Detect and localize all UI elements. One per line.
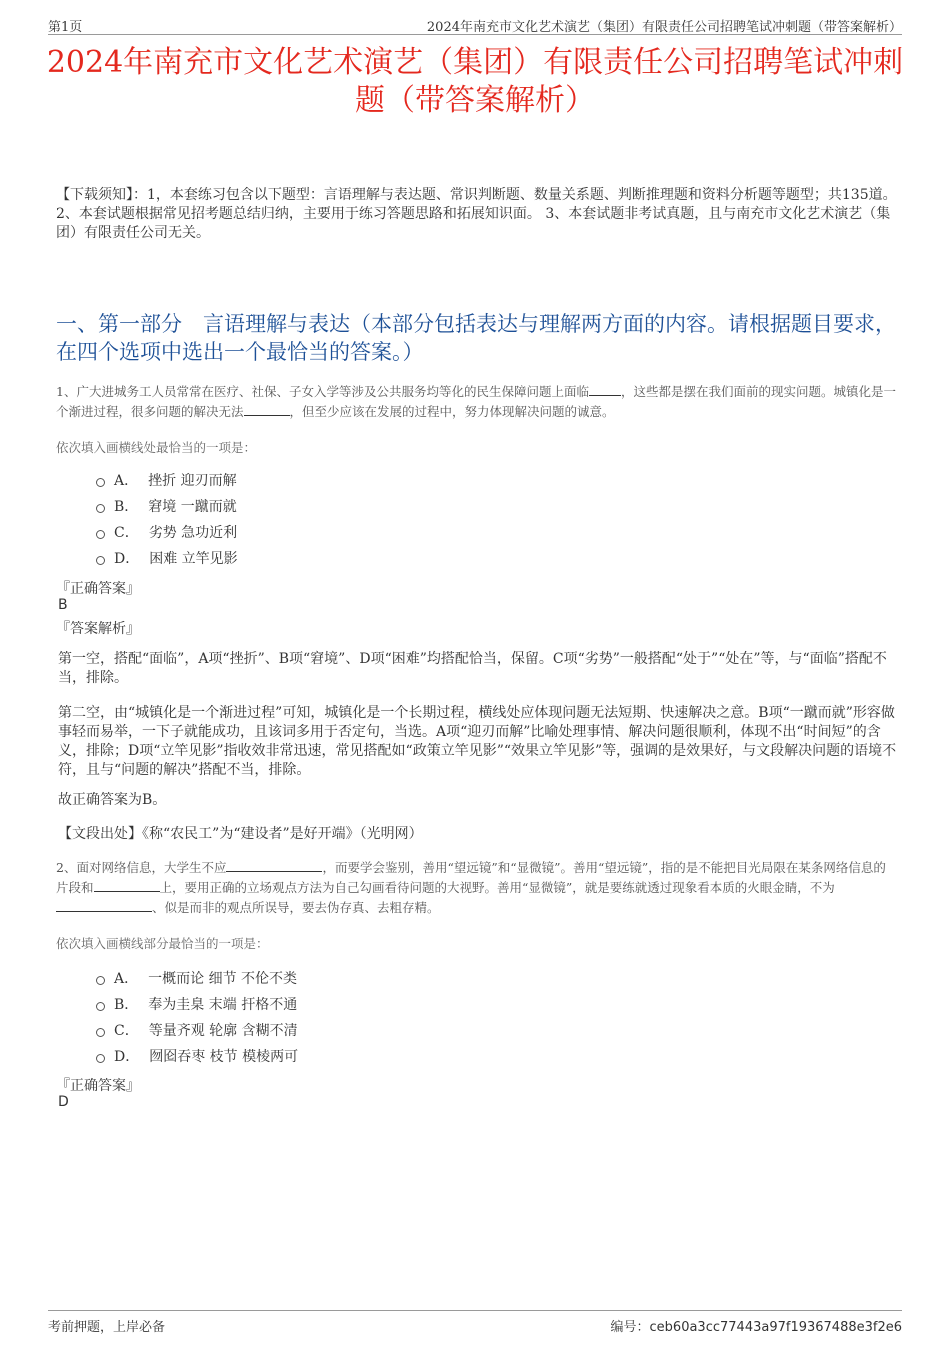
option-c[interactable]: C． 等量齐观 轮廓 含糊不清 <box>96 1017 298 1043</box>
page-title: 2024年南充市文化艺术演艺（集团）有限责任公司招聘笔试冲刺题（带答案解析） <box>46 45 904 118</box>
question-2-prompt: 依次填入画横线部分最恰当的一项是： <box>56 936 269 951</box>
option-d[interactable]: D． 囫囵吞枣 枝节 模棱两可 <box>96 1043 298 1069</box>
answer-label: 『正确答案』 <box>56 1078 140 1094</box>
fill-blank <box>56 899 152 912</box>
option-a[interactable]: A． 一概而论 细节 不伦不类 <box>96 965 298 991</box>
question-1-text: 1、广大进城务工人员常常在医疗、社保、子女入学等涉及公共服务均等化的民生保障问题上面临 ，这些都是摆在我们面前的现实问题。城镇化是一个渐进过程，很多问题的解决无法 ，但至少应该在发展的过程中，努力体现解决问题的诚意。 <box>56 384 896 419</box>
radio-icon[interactable] <box>96 976 105 985</box>
option-b[interactable]: B． 窘境 一蹴而就 <box>96 493 238 519</box>
question-2-options <box>96 965 298 1069</box>
radio-icon[interactable] <box>96 556 105 565</box>
analysis-conclusion: 故正确答案为B。 <box>58 792 167 808</box>
option-c[interactable]: C． 劣势 急功近利 <box>96 519 238 545</box>
page-footer <box>48 1310 902 1335</box>
fill-blank <box>94 879 160 892</box>
radio-icon[interactable] <box>96 1054 105 1063</box>
option-a[interactable]: A． 挫折 迎刃而解 <box>96 467 238 493</box>
download-notice: 【下载须知】：1，本套练习包含以下题型：言语理解与表达题、常识判断题、数量关系题、判断推理题和资料分析题等题型；共135道。 2、本套试题根据常见招考题总结归纳，主要用于练习答题思路和拓展知识面。 3、本套试题非考试真题，且与南充市文化艺术演艺（集团）有限责任公司无关。 <box>56 187 897 241</box>
answer-label: 『正确答案』 <box>56 581 140 597</box>
analysis-paragraph-1: 第一空，搭配“面临”，A项“挫折”、B项“窘境”、D项“困难”均搭配恰当，保留。C项“劣势”一般搭配“处于”“处在”等，与“面临”搭配不当，排除。 <box>58 651 887 686</box>
header-doc-title: 2024年南充市文化艺术演艺（集团）有限责任公司招聘笔试冲刺题（带答案解析） <box>426 20 902 35</box>
radio-icon[interactable] <box>96 530 105 539</box>
fill-blank <box>226 859 322 872</box>
text-source: 【文段出处】《称“农民工”为“建设者”是好开端》（光明网） <box>58 826 423 842</box>
section-heading: 一、第一部分 言语理解与表达（本部分包括表达与理解两方面的内容。请根据题目要求，在四个选项中选出一个最恰当的答案。） <box>56 312 896 364</box>
radio-icon[interactable] <box>96 1002 105 1011</box>
option-d[interactable]: D． 困难 立竿见影 <box>96 545 238 571</box>
radio-icon[interactable] <box>96 1028 105 1037</box>
answer-value: B <box>58 597 68 613</box>
question-1-prompt: 依次填入画横线处最恰当的一项是： <box>56 440 257 455</box>
fill-blank <box>244 403 290 416</box>
footer-slogan: 考前押题，上岸必备 <box>48 1320 166 1335</box>
radio-icon[interactable] <box>96 504 105 513</box>
option-b[interactable]: B． 奉为圭臬 末端 扞格不通 <box>96 991 298 1017</box>
fill-blank <box>589 383 621 396</box>
document-code: 编号：ceb60a3cc77443a97f19367488e3f2e6 <box>610 1320 902 1335</box>
radio-icon[interactable] <box>96 478 105 487</box>
analysis-paragraph-2: 第二空，由“城镇化是一个渐进过程”可知，城镇化是一个长期过程，横线处应体现问题无法短期、快速解决之意。B项“一蹴而就”形容做事轻而易举，一下子就能成功，且该词多用于否定句，当选。A项“迎刃而解”比喻处理事情、解决问题很顺利，体现不出“时间短”的含义，排除；D项“立竿见影”指收效非常迅速，常见搭配如“政策立竿见影”“效果立竿见影”等，强调的是效果好，与文段解决问题的语境不符，且与“问题的解决”搭配不当，排除。 <box>58 705 897 778</box>
page-header <box>48 14 902 35</box>
analysis-label: 『答案解析』 <box>56 621 140 637</box>
page-number: 第1页 <box>48 20 83 35</box>
question-2-text: 2、面对网络信息，大学生不应 ，而要学会鉴别，善用“望远镜”和“显微镜”。善用“望远镜”，指的是不能把目光局限在某条网络信息的片段和 上，要用正确的立场观点方法为自己勾画看待问题的大视野。善用“显微镜”，就是要练就透过现象看本质的火眼金睛，不为、似是而非的观点所误导，要去伪存真、去粗存精。 <box>56 860 886 915</box>
question-1-options <box>96 467 238 571</box>
answer-value: D <box>58 1094 69 1110</box>
